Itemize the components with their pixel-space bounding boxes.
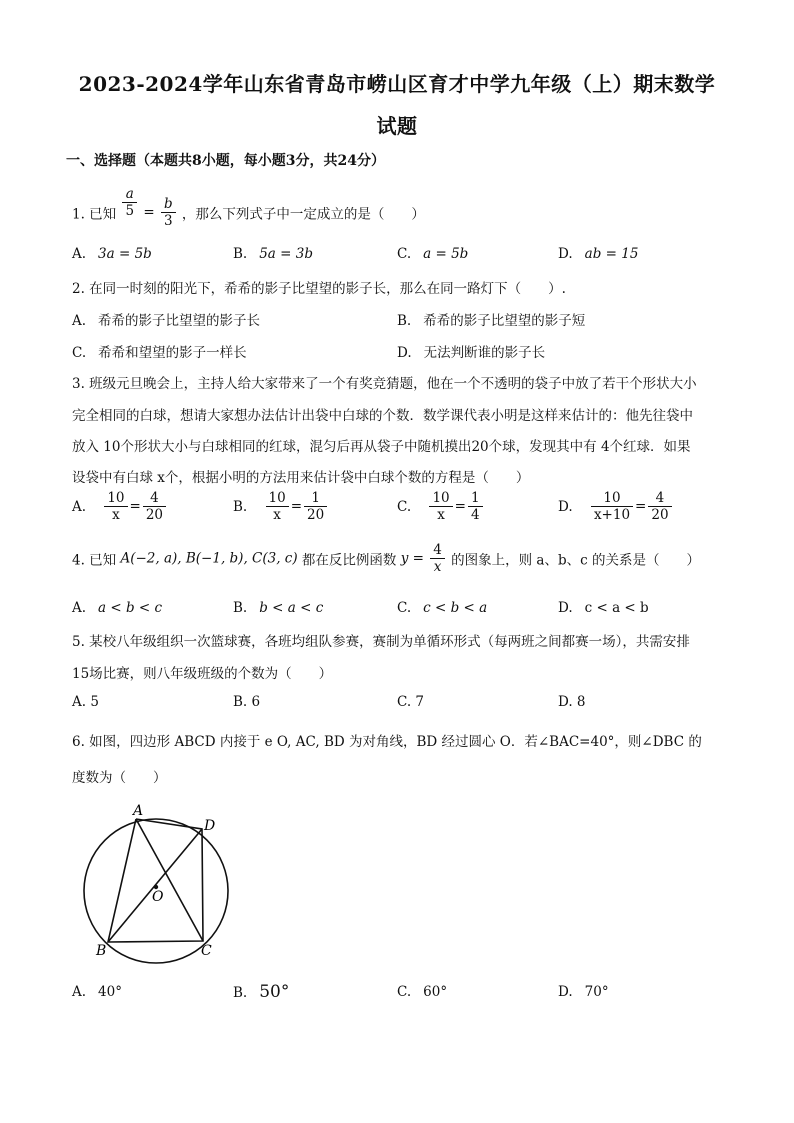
q4-option-a[interactable]: A. a < b < c [72, 600, 163, 616]
question-3-line2: 完全相同的白球，想请大家想办法估计出袋中白球的个数．数学课代表小明是这样来估计的：他先往袋中 [72, 408, 693, 424]
exam-title-line1: 2023-2024学年山东省青岛市崂山区育才中学九年级（上）期末数学 [78, 72, 716, 96]
q1-option-a[interactable]: A. 3a = 5b [72, 246, 152, 262]
q4-function-fraction: $\frac{4}{x}$ [430, 542, 445, 575]
label-o: O [152, 889, 164, 905]
q6-option-b[interactable]: B. 50° [233, 982, 290, 1002]
q1-fraction-a [122, 186, 137, 219]
label-b: B [96, 943, 107, 959]
q5-option-d[interactable]: D. 8 [558, 694, 586, 710]
question-3-line4: 设袋中有白球 x个，根据小明的方法用来估计袋中白球个数的方程是（ ） [72, 470, 530, 486]
q3-option-b[interactable]: B. $\frac{10}{x}$ = $\frac{1}{20}$ [233, 490, 329, 523]
q1-option-b[interactable]: B. 5a = 3b [233, 246, 313, 262]
q1-fraction-b [161, 196, 176, 229]
q1-frac1-den: 5 [125, 203, 135, 219]
q6-option-d[interactable]: D. 70° [558, 984, 609, 1000]
q2-option-d[interactable]: D. 无法判断谁的影子长 [397, 345, 546, 361]
q6-option-a[interactable]: A. 40° [72, 984, 122, 1000]
q1-option-d[interactable]: D. ab = 15 [558, 246, 639, 262]
label-d: D [204, 818, 216, 834]
q5-option-c[interactable]: C. 7 [397, 694, 425, 710]
q4-points: A(−2, a), B(−1, b), C(3, c) [120, 550, 298, 567]
q6-option-c[interactable]: C. 60° [397, 984, 448, 1000]
q4-option-b[interactable]: B. b < a < c [233, 600, 324, 616]
q1-prefix: 1. 已知 [72, 206, 117, 223]
exam-title-line2: 试题 [376, 114, 418, 138]
q1-eq: = [143, 204, 155, 221]
diagonal-ac [136, 819, 203, 941]
q1-suffix: ，那么下列式子中一定成立的是（ ） [181, 206, 425, 223]
q2-option-b[interactable]: B. 希希的影子比望望的影子短 [397, 313, 586, 329]
question-5-line2: 15场比赛，则八年级班级的个数为（ ） [72, 666, 333, 682]
question-6-line2: 度数为（ ） [72, 770, 167, 786]
question-5-line1: 5. 某校八年级组织一次篮球赛，各班均组队参赛，赛制为单循环形式（每两班之间都赛一场），共需安排 [72, 634, 690, 650]
question-2-stem: 2. 在同一时刻的阳光下，希希的影子比望望的影子长，那么在同一路灯下（ ）. [72, 281, 566, 297]
question-3-line1: 3. 班级元旦晚会上，主持人给大家带来了一个有奖竞猜题，他在一个不透明的袋子中放了若干个形状大小 [72, 376, 697, 392]
question-4: 4. 已知 A(−2, a), B(−1, b), C(3, c) 都在反比例函数 y = $\frac{4}{x}$ 的图象上，则 a、b、c 的关系是（ ） [72, 542, 700, 575]
quadrilateral-abcd [108, 819, 203, 942]
label-c: C [201, 943, 212, 959]
question-6-line1: 6. 如图，四边形 ABCD 内接于 e O, AC, BD 为对角线，BD 经过圆心 O．若∠BAC=40°，则∠DBC 的 [72, 734, 702, 750]
question-3-line3: 放入 10个形状大小与白球相同的红球，混匀后再从袋子中随机摸出20个球，发现其中有 4个红球．如果 [72, 439, 691, 455]
section-heading-choice: 一、选择题（本题共8小题，每小题3分，共24分） [66, 153, 385, 169]
q5-option-b[interactable]: B. 6 [233, 694, 261, 710]
q1-option-c[interactable]: C. a = 5b [397, 246, 469, 262]
q1-frac2-den: 3 [164, 213, 173, 229]
q5-option-a[interactable]: A. 5 [72, 694, 99, 710]
q2-option-c[interactable]: C. 希希和望望的影子一样长 [72, 345, 247, 361]
q1-frac2-num: b [161, 196, 176, 213]
q3-option-d[interactable]: D. $\frac{10}{x+10}$ = $\frac{4}{20}$ [558, 490, 674, 523]
question-1 [72, 186, 425, 229]
q4-option-c[interactable]: C. c < b < a [397, 600, 488, 616]
circle-quadrilateral-figure [72, 795, 242, 965]
q4-option-d[interactable]: D. c < a < b [558, 600, 649, 616]
q2-option-a[interactable]: A. 希希的影子比望望的影子长 [72, 313, 261, 329]
label-a: A [133, 803, 144, 819]
q3-option-c[interactable]: C. $\frac{10}{x}$ = $\frac{1}{4}$ [397, 490, 485, 523]
q1-frac1-num: a [122, 186, 137, 203]
q3-option-a[interactable]: A. $\frac{10}{x}$ = $\frac{4}{20}$ [72, 490, 168, 523]
